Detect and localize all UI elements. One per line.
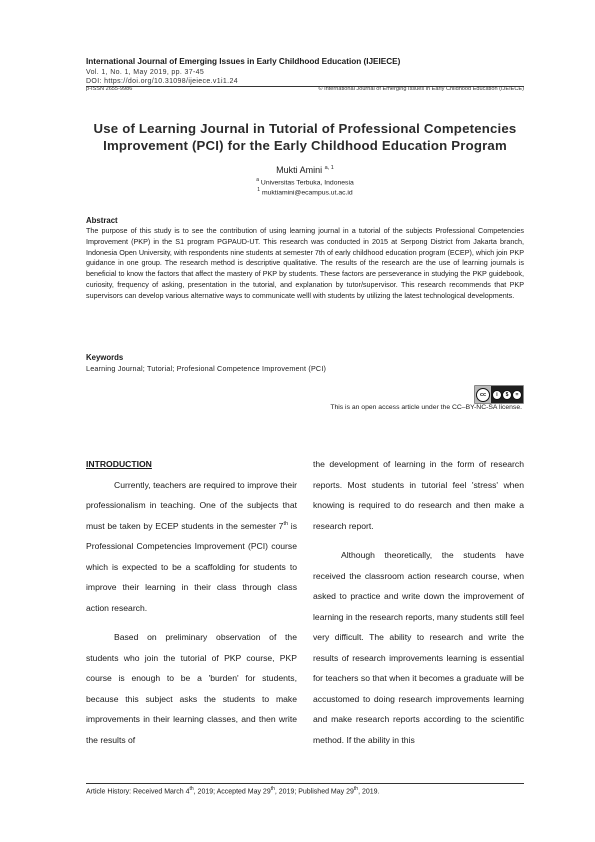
author	[86, 165, 524, 175]
keywords-text: Learning Journal; Tutorial; Profesional Competence Improvement (PCI)	[86, 364, 327, 373]
title-line-2: Improvement (PCI) for the Early Childhood Education Program	[103, 138, 507, 153]
attribution-icon: i	[492, 390, 502, 400]
issn: p-ISSN 2655-9986	[86, 86, 133, 92]
right-paragraph-1: the development of learning in the form of research reports. Most students in tutorial feel 'stress' when knowing is required to do research and then make a research report.	[313, 459, 524, 531]
intro-paragraph-2: Based on preliminary observation of the students who join the tutorial of PKP course, PKP course is enough to be a 'burden' for students, because this subject asks the students to make improvements in their learning classes, and then write the results of	[86, 632, 297, 745]
abstract-text: The purpose of this study is to see the contribution of using learning journal in a tutorial of the subjects Professional Competencies Improvement (PKP) in the S1 program PGPAUD-UT. This research was conducted in 2015 at Serpong District from Jakarta branch, Indonesia Open University, with respondents nine students at semester 7th of early childhood education program (ECEP), which join PKP guidance in one group. The research method is descriptive qualitative. The results of the research are the use of learning journals is beneficial to know the factors that affect the mastery of PKP by students. These factors are perseverance in studying the PKP guidebook, curiosity, frequency of asking, presentation in the tutorial, and explanation by tutor/supervisor. This research recommends that PKP supervisors can develop various alternative ways to communicate welll with students by utilizing the latest technological developments.	[86, 226, 524, 300]
affiliation-text: Universitas Terbuka, Indonesia	[260, 179, 354, 187]
introduction-heading: INTRODUCTION	[86, 459, 152, 469]
intro-paragraph-1: Currently, teachers are required to improve their professionalism in teaching. One of the subjects that must be taken by ECEP students in the semester 7th is Professional Competencies Improvement (PCI) course which is expected to be a scaffolding for students to improve their learning in their class through class action research.	[86, 479, 297, 613]
email-mark: 1	[257, 187, 261, 193]
left-column	[86, 454, 297, 750]
author-name: Mukti Amini	[276, 165, 323, 175]
volume-info: Vol. 1, No. 1, May 2019, pp. 37-45	[86, 69, 205, 76]
title-line-1: Use of Learning Journal in Tutorial of Professional Competencies	[93, 121, 517, 136]
cc-logo-icon: cc	[476, 388, 490, 402]
article-history: Article History: Received March 4th, 2019; Accepted May 29th, 2019; Published May 29th, 2019.	[86, 786, 380, 796]
doi-link[interactable]: DOI: https://doi.org/10.31098/ijeiece.v1i1.24	[86, 78, 238, 85]
license-note: This is an open access article under the CC–BY-NC-SA license.	[330, 404, 522, 411]
author-email	[86, 187, 524, 196]
right-paragraph-2: Although theoretically, the students have received the classroom action research course, when asked to practice and write down the improvement of learning in the research reports, many students still feel very difficult. The ability to research and write the results of research improvements learning is essential for teachers so that when it becomes a graduate will be accustomed to doing research improvements learning and make research reports according to the scientific method. If the ability in this	[313, 550, 524, 745]
journal-title: International Journal of Emerging Issues in Early Childhood Education (IJEIECE)	[86, 57, 401, 66]
sharealike-icon: =	[512, 390, 522, 400]
copyright-notice: © International Journal of Emerging Issues in Early Childhood Education (IJEIECE)	[318, 86, 524, 92]
email-text[interactable]: muktiamini@ecampus.ut.ac.id	[261, 189, 353, 197]
affiliation-mark: a	[256, 177, 260, 183]
noncommercial-icon: $	[502, 390, 512, 400]
paper-title	[86, 120, 524, 154]
right-column	[313, 454, 524, 750]
author-marks: a, 1	[324, 165, 334, 171]
cc-license-badge[interactable]	[474, 385, 524, 404]
issn-row	[86, 86, 524, 92]
abstract-heading: Abstract	[86, 216, 118, 225]
footer-rule	[86, 783, 524, 784]
affiliation	[86, 177, 524, 186]
keywords-heading: Keywords	[86, 353, 124, 362]
